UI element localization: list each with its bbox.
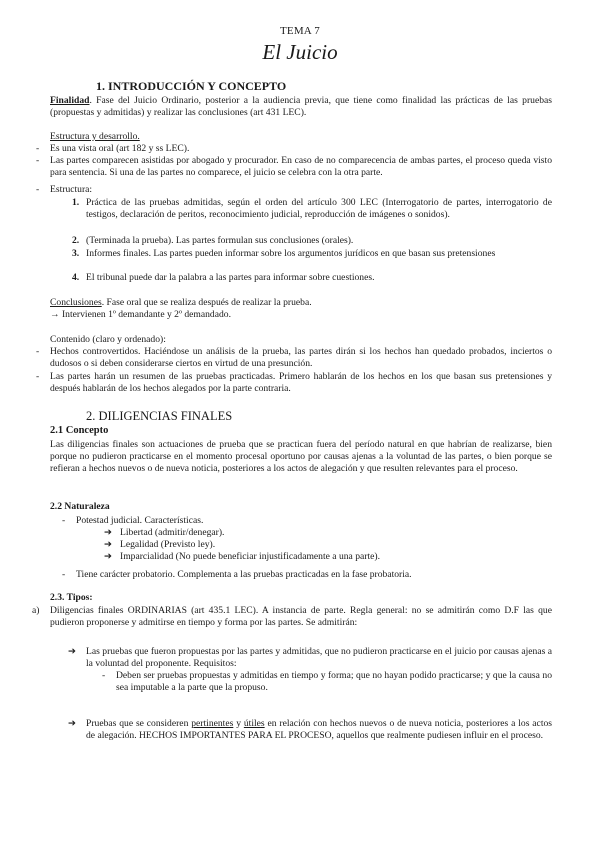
subsection-tipos: 2.3. Tipos: <box>50 592 93 603</box>
list-item-text: Estructura: <box>50 184 93 195</box>
list-item-text: El tribunal puede dar la palabra a las partes para informar sobre cuestiones. <box>86 272 375 283</box>
bullet-dash: - <box>36 346 40 357</box>
list-item <box>68 646 552 669</box>
page-title: El Juicio <box>262 40 338 64</box>
list-item-text: Informes finales. Las partes pueden informar sobre los argumentos jurídicos en que basan sus pretensiones <box>86 248 496 259</box>
list-item <box>62 569 552 581</box>
list-item-text: Las partes comparecen asistidas por abogado y procurador. En caso de no comparecencia de ambas partes, el proceso queda visto para sentencia. Si una de las partes no comparece, el juicio se celebra con la otra parte. <box>50 155 552 178</box>
utiles-text: útiles <box>243 718 265 729</box>
conclusiones-text: . Fase oral que se realiza después de realizar la prueba. <box>101 297 312 308</box>
bullet-dash: - <box>36 143 40 154</box>
list-item <box>36 184 552 196</box>
bullet-dash: - <box>62 569 66 580</box>
section-1-heading: 1. INTRODUCCIÓN Y CONCEPTO <box>96 79 287 93</box>
list-item-text: Diligencias finales ORDINARIAS (art 435.1 LEC). A instancia de parte. Regla general: no se admitirán como D.F las que pudieron proponerse y admitirse en tiempo y forma por las partes. Se admitirán: <box>50 605 552 628</box>
list-number: 3. <box>72 248 80 259</box>
bullet-dash: - <box>36 184 40 195</box>
list-item <box>72 197 552 220</box>
bullet-dash: - <box>36 155 40 166</box>
subsection-naturaleza: 2.2 Naturaleza <box>50 501 110 512</box>
list-item <box>36 143 552 155</box>
finalidad-label: Finalidad <box>50 95 90 106</box>
arrow-right-icon: ➔ <box>68 718 77 729</box>
tipo-a-label: a) <box>32 605 40 616</box>
subsection-concepto: 2.1 Concepto <box>50 425 109 436</box>
list-item <box>36 155 552 178</box>
list-item-text: Legalidad (Previsto ley). <box>120 539 216 550</box>
list-item <box>104 539 552 551</box>
list-item <box>36 346 552 369</box>
arrow-right-icon: ➔ <box>104 539 113 550</box>
list-item <box>62 515 552 527</box>
arrow-right-icon: ➔ <box>68 646 77 657</box>
arrow-right-icon: ➔ <box>104 551 113 562</box>
list-item-text: Hechos controvertidos. Haciéndose un análisis de la prueba, las partes dirán si los hechos han quedado probados, inciertos o dudosos o si deben considerarse ciertos en virtud de una presunción. <box>50 346 552 369</box>
concepto-paragraph: Las diligencias finales son actuaciones de prueba que se practican fuera del período natural en que habrían de realizarse, bien porque no pudieron practicarse en el momento procesal oportuno por causas ajenas a la voluntad de las partes, o bien porque se refieran a hechos nuevos o de nueva noticia, posteriores a los actos de alegación y que resulten relevantes para el proceso. <box>50 439 552 474</box>
list-item-text: Pruebas que se consideren <box>86 718 192 729</box>
list-item <box>72 272 552 284</box>
list-item <box>72 235 552 247</box>
bullet-dash: - <box>102 670 106 681</box>
bullet-dash: - <box>36 371 40 382</box>
list-item-text: Deben ser pruebas propuestas y admitidas en tiempo y forma; que no hayan podido practicarse; y que la causa no sea imputable a la parte que la propuso. <box>116 670 552 693</box>
list-item-text: Potestad judicial. Características. <box>76 515 204 526</box>
list-item <box>36 371 552 394</box>
tipo-a-paragraph <box>32 605 552 628</box>
topic-number: TEMA 7 <box>279 25 320 37</box>
intervienen-line: → Intervienen 1º demandante y 2º demandado. <box>50 309 231 320</box>
list-number: 4. <box>72 272 80 283</box>
bullet-dash: - <box>62 515 66 526</box>
conclusiones-paragraph <box>50 297 552 309</box>
list-item-text: Imparcialidad (No puede beneficiar injustificadamente a una parte). <box>120 551 380 562</box>
list-item <box>72 248 552 260</box>
list-item-text: Es una vista oral (art 182 y ss LEC). <box>50 143 190 154</box>
finalidad-paragraph <box>50 95 552 118</box>
list-item-text: Tiene carácter probatorio. Complementa a las pruebas practicadas en la fase probatoria. <box>76 569 412 580</box>
list-item-text: Las pruebas que fueron propuestas por las partes y admitidas, que no pudieron practicarse en el juicio por causas ajenas a la voluntad del proponente. Requisitos: <box>86 646 552 669</box>
list-item <box>68 718 552 741</box>
list-item <box>104 527 552 539</box>
list-item-text: Las partes harán un resumen de las pruebas practicadas. Primero hablarán de los hechos en los que basan sus pretensiones y después hablarán de los hechos alegados por la parte contraria. <box>50 371 552 394</box>
arrow-right-icon: ➔ <box>104 527 113 538</box>
list-item-text: (Terminada la prueba). Las partes formulan sus conclusiones (orales). <box>86 235 354 246</box>
list-number: 2. <box>72 235 80 246</box>
finalidad-text: . Fase del Juicio Ordinario, posterior a la audiencia previa, que tiene como finalidad las prácticas de las pruebas (propuestas y admitidas) y realizar las conclusiones (art 431 LEC). <box>50 95 552 118</box>
conjunction-text: y <box>233 718 244 729</box>
pertinentes-text: pertinentes <box>191 718 234 729</box>
conclusiones-label: Conclusiones <box>50 297 102 308</box>
list-item <box>104 551 552 563</box>
list-item-text: Libertad (admitir/denegar). <box>120 527 225 538</box>
section-2-heading: 2. DILIGENCIAS FINALES <box>86 409 233 423</box>
list-item-text: en relación con hechos nuevos o de nueva noticia, posteriores a los actos de alegación. HECHOS IMPORTANTES PARA EL PROCESO, aquellos que realmente pudiesen influir en el proceso. <box>86 718 553 741</box>
list-number: 1. <box>72 197 80 208</box>
estructura-label: Estructura y desarrollo. <box>50 131 140 142</box>
list-item <box>102 670 552 693</box>
contenido-label: Contenido (claro y ordenado): <box>50 334 166 345</box>
list-item-text: Práctica de las pruebas admitidas, según el orden del artículo 300 LEC (Interrogatorio de partes, interrogatorio de testigos, declaración de peritos, reconocimiento judicial, reproducción de imágenes o sonidos). <box>86 197 552 220</box>
